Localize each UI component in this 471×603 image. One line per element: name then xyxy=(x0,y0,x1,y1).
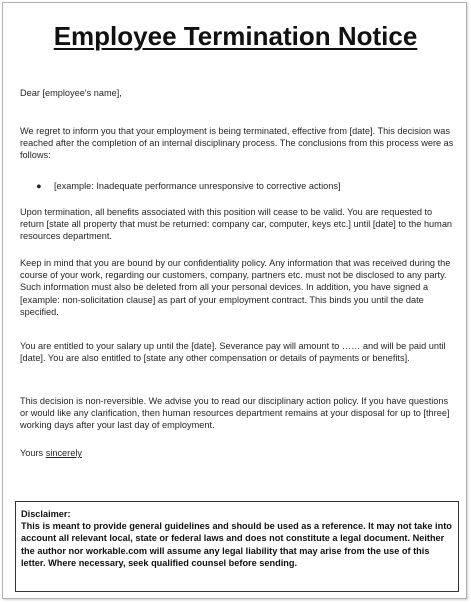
closing-prefix: Yours xyxy=(20,448,46,458)
closing xyxy=(20,447,456,459)
paragraph-intro xyxy=(20,125,456,162)
closing-word: sincerely xyxy=(45,448,82,458)
paragraph-intro-text: We regret to inform you that your employment is being terminated, effective from [date]. This decision was reached after the completion of an internal disciplinary process. The conclusions from this process were as follows: xyxy=(20,126,454,161)
page-title xyxy=(0,20,471,52)
salutation xyxy=(20,87,456,99)
conclusion-list-item xyxy=(36,180,456,192)
closing-line xyxy=(20,447,456,459)
disclaimer-box xyxy=(15,501,459,592)
paragraph-confidentiality-text: Keep in mind that you are bound by our confidentiality policy. Any information that was received during the course of your work, regarding our customers, company, partners etc. must not be disclosed to any party. Such information must also be deleted from all your personal devices. In addition, you have signed a [example: non-solicitation clause] as part of your employment contract. This binds you until the date specified. xyxy=(20,258,451,317)
salutation-text: Dear [employee's name], xyxy=(20,88,122,98)
paragraph-confidentiality xyxy=(20,257,456,318)
paragraph-salary xyxy=(20,340,456,364)
paragraph-benefits xyxy=(20,206,456,243)
paragraph-benefits-text: Upon termination, all benefits associated with this position will cease to be valid. You are requested to return [state all property that must be returned: company car, computer, keys etc.] until [date] to the human resources department. xyxy=(20,207,453,242)
disclaimer-text: This is meant to provide general guidelines and should be used as a reference. It may not take into account all relevant local, state or federal laws and does not constitute a legal document. Neither the author nor workable.com will assume any legal liability that may arise from the use of this letter. Where necessary, seek qualified counsel before sending. xyxy=(21,521,452,568)
page-title-text: Employee Termination Notice xyxy=(53,21,418,51)
paragraph-final xyxy=(20,395,456,432)
paragraph-salary-text: You are entitled to your salary up until the [date]. Severance pay will amount to …… and will be paid until [date]. You are also entitled to [state any other compensation or details of payments or benefits]. xyxy=(20,341,446,364)
paragraph-final-text: This decision is non-reversible. We advise you to read our disciplinary action policy. If you have questions or would like any clarification, then human resources department remains at your disposal for up to [three] working days after your last day of employment. xyxy=(20,396,450,431)
bullet-dot-icon: ● xyxy=(36,181,42,191)
conclusion-list-item-text: [example: Inadequate performance unresponsive to corrective actions] xyxy=(54,181,341,191)
disclaimer-heading: Disclaimer: xyxy=(21,509,71,519)
